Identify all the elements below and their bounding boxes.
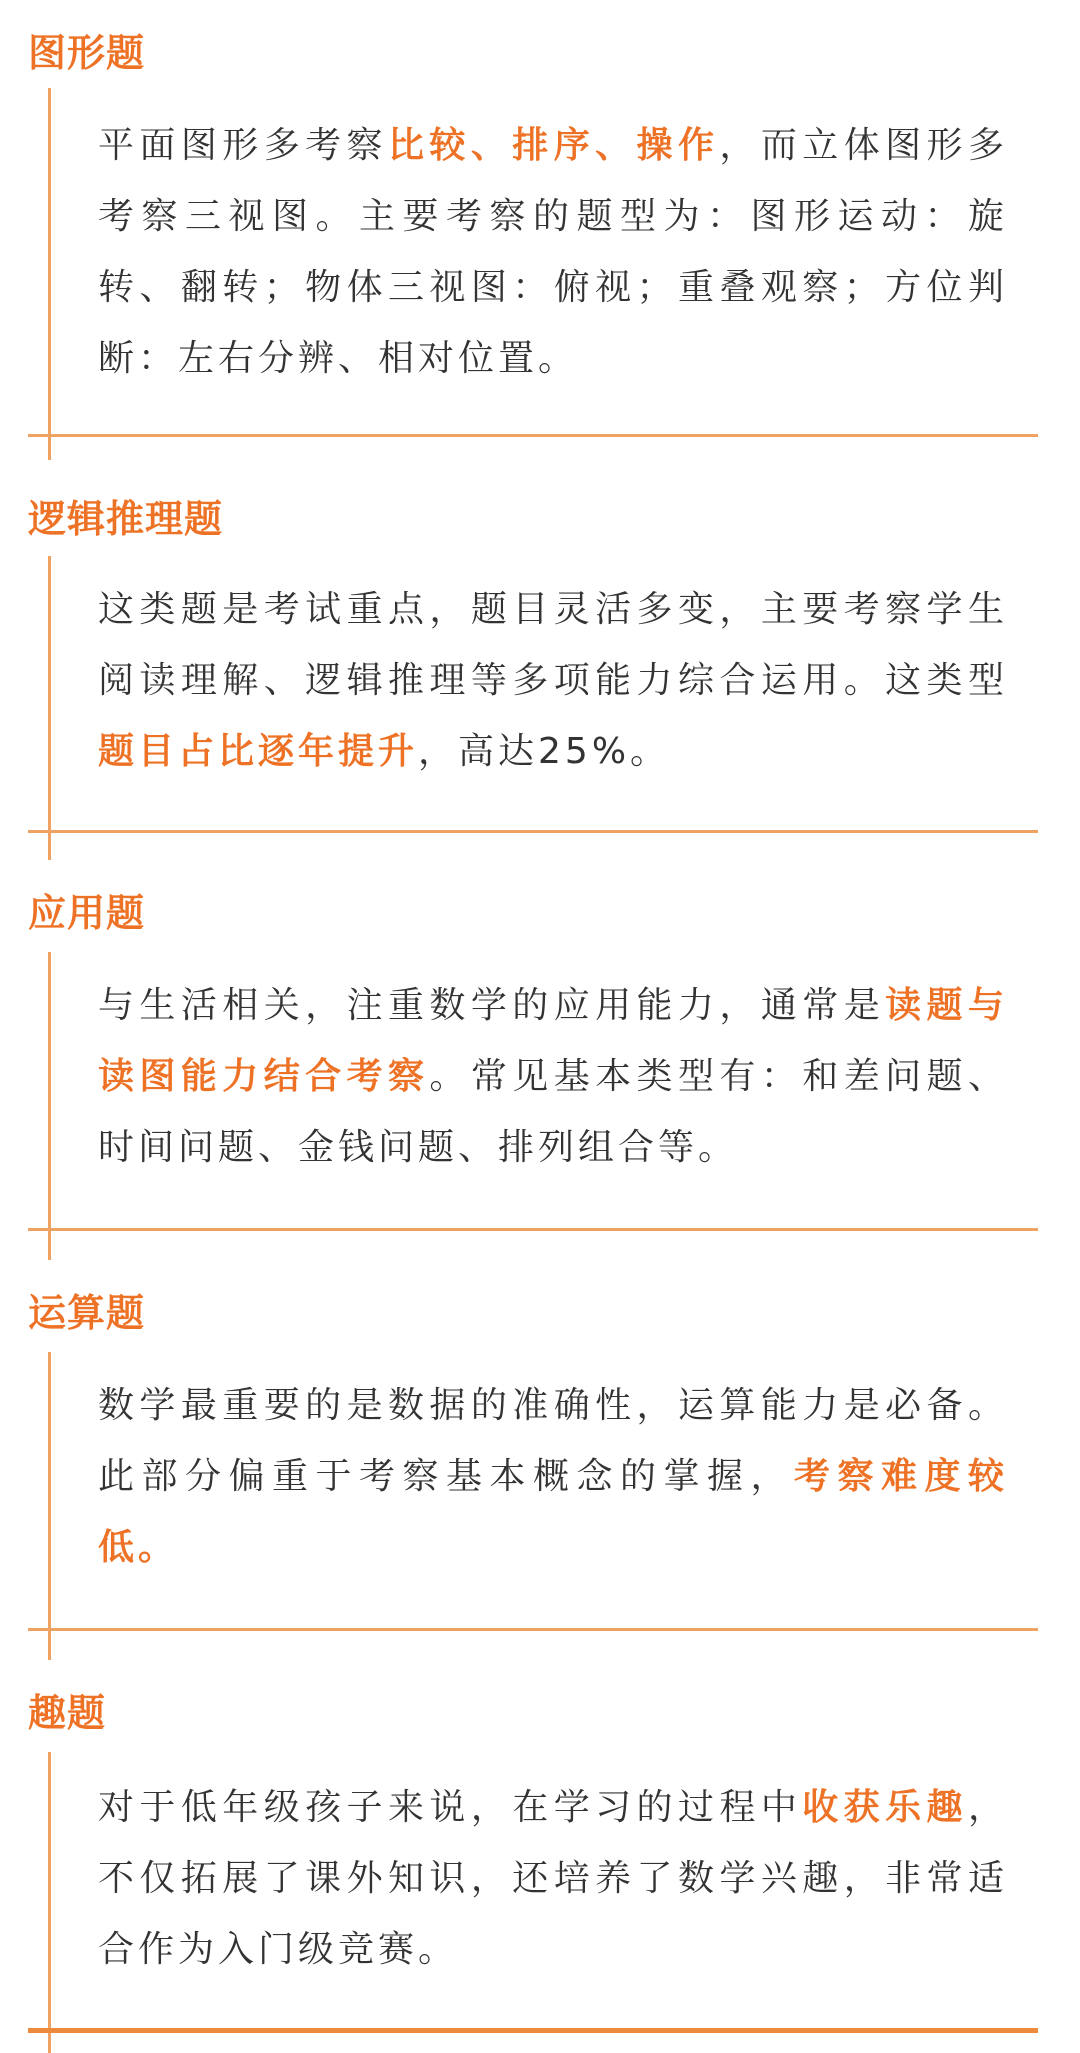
body-text-run: 平面图形多考察 bbox=[98, 125, 388, 166]
body-text-run: 对于低年级孩子来说，在学习的过程中 bbox=[98, 1787, 803, 1828]
section-title: 运算题 bbox=[28, 1291, 146, 1335]
section-calculation bbox=[0, 1260, 1080, 1660]
body-text-run: 这类题是考试重点，题目灵活多变，主要考察学生阅读理解、逻辑推理等多项能力综合运用。这类型 bbox=[98, 589, 1008, 701]
body-text-run: ，不仅拓展了课外知识，还培养了数学兴趣，非常适合作为入门级竞赛。 bbox=[98, 1787, 1008, 1970]
section-divider bbox=[28, 2028, 1038, 2033]
body-text-run: 与生活相关，注重数学的应用能力，通常是 bbox=[98, 985, 886, 1026]
highlight-text: 考察难度较低。 bbox=[98, 1456, 1008, 1568]
body-text-run: ，高达25%。 bbox=[418, 731, 671, 772]
section-logic bbox=[0, 460, 1080, 860]
section-accent-bar bbox=[48, 952, 51, 1260]
highlight-text: 比较、排序、操作 bbox=[388, 125, 720, 166]
section-divider bbox=[28, 1228, 1038, 1231]
section-accent-bar bbox=[48, 88, 51, 460]
highlight-text: 收获乐趣 bbox=[802, 1787, 968, 1828]
section-body bbox=[98, 1370, 1008, 1583]
section-accent-bar bbox=[48, 1352, 51, 1660]
section-divider bbox=[28, 1628, 1038, 1631]
section-accent-bar bbox=[48, 556, 51, 860]
section-divider bbox=[28, 434, 1038, 437]
section-body bbox=[98, 970, 1008, 1183]
section-title: 图形题 bbox=[28, 31, 146, 75]
section-divider bbox=[28, 830, 1038, 833]
highlight-text: 题目占比逐年提升 bbox=[98, 731, 419, 772]
section-body bbox=[98, 1772, 1008, 1985]
body-text-run: 。常见基本类型有：和差问题、时间问题、金钱问题、排列组合等。 bbox=[98, 1056, 1008, 1168]
highlight-text: 读题与读图能力结合考察 bbox=[98, 985, 1008, 1097]
body-text-run: 数学最重要的是数据的准确性，运算能力是必备。此部分偏重于考察基本概念的掌握， bbox=[98, 1385, 1008, 1497]
section-body bbox=[98, 574, 1008, 787]
section-accent-bar bbox=[48, 1752, 51, 2053]
section-body bbox=[98, 110, 1008, 394]
section-title: 逻辑推理题 bbox=[28, 497, 224, 541]
section-title: 应用题 bbox=[28, 891, 146, 935]
section-graphics bbox=[0, 0, 1080, 460]
section-title: 趣题 bbox=[28, 1691, 107, 1735]
section-application bbox=[0, 860, 1080, 1260]
section-fun bbox=[0, 1660, 1080, 2053]
body-text-run: ，而立体图形多考察三视图。主要考察的题型为：图形运动：旋转、翻转；物体三视图：俯视；重叠观察；方位判断：左右分辨、相对位置。 bbox=[98, 125, 1008, 379]
